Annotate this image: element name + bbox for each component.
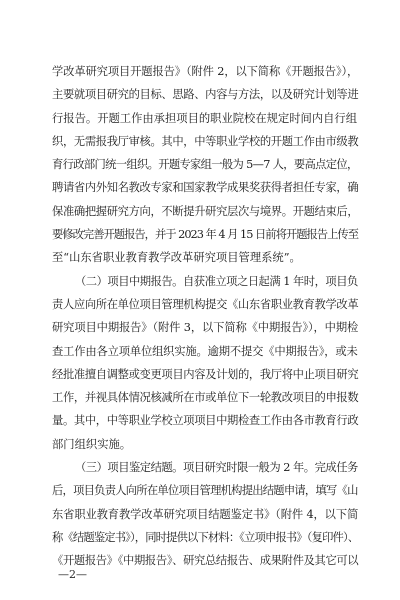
text-line: 部门组织实施。 bbox=[52, 437, 132, 451]
text-line: 责人应向所在单位项目管理机构提交《山东省职业教育教学改革 bbox=[52, 297, 359, 311]
text-line: （二）项目中期报告。自获准立项之日起满 1 年时，项目负 bbox=[75, 274, 358, 288]
text-line: 织，无需报我厅审核。其中，中等职业学校的开题工作由市级教 bbox=[52, 134, 359, 148]
text-line: 要修改完善开题报告，并于 2023 年 4 月 15 日前将开题报告上传至 bbox=[52, 228, 358, 242]
text-line: 主要就项目研究的目标、思路、内容与方法，以及研究计划等进 bbox=[52, 88, 359, 102]
text-line: 保准确把握研究方向，不断提升研究层次与境界。开题结束后， bbox=[52, 204, 359, 218]
text-line: 研究项目中期报告》（附件 3，以下简称《中期报告》），中期检 bbox=[52, 321, 359, 335]
text-line: 工作，并视具体情况核减所在市或单位下一轮教改项目的申报数 bbox=[52, 391, 359, 405]
text-line: 育行政部门统一组织。开题专家组一般为 5—7 人，要高点定位， bbox=[52, 158, 358, 172]
text-line: 聘请省内外知名教改专家和国家教学成果奖获得者担任专家，确 bbox=[52, 181, 359, 195]
page-number: —2— bbox=[58, 568, 87, 581]
text-line: 《开题报告》《中期报告》、研究总结报告、成果附件及其它可以 bbox=[52, 554, 359, 568]
body-text bbox=[52, 60, 358, 573]
text-line: 后，项目负责人向所在单位项目管理机构提出结题申请，填写《山 bbox=[52, 484, 358, 498]
text-line: 查工作由各立项单位组织实施。逾期不提交《中期报告》，或未 bbox=[52, 344, 358, 358]
text-line: 称《结题鉴定书》），同时提供以下材料：《立项申报书》（复印件）、 bbox=[52, 530, 359, 544]
text-line: 东省职业教育教学改革研究项目结题鉴定书》（附件 4，以下简 bbox=[52, 507, 359, 521]
text-line: 行报告。开题工作由承担项目的职业院校在规定时间内自行组 bbox=[52, 111, 358, 125]
text-line: 学改革研究项目开题报告》（附件 2，以下简称《开题报告》）， bbox=[52, 65, 359, 78]
text-line: 经批准擅自调整或变更项目内容及计划的，我厅将中止项目研究 bbox=[52, 367, 359, 381]
text-line: 至“山东省职业教育教学改革研究项目管理系统”。 bbox=[52, 251, 301, 265]
text-line: 量。其中，中等职业学校立项项目中期检查工作由各市教育行政 bbox=[52, 414, 359, 428]
text-line: （三）项目鉴定结题。项目研究时限一般为 2 年。完成任务 bbox=[75, 461, 358, 475]
